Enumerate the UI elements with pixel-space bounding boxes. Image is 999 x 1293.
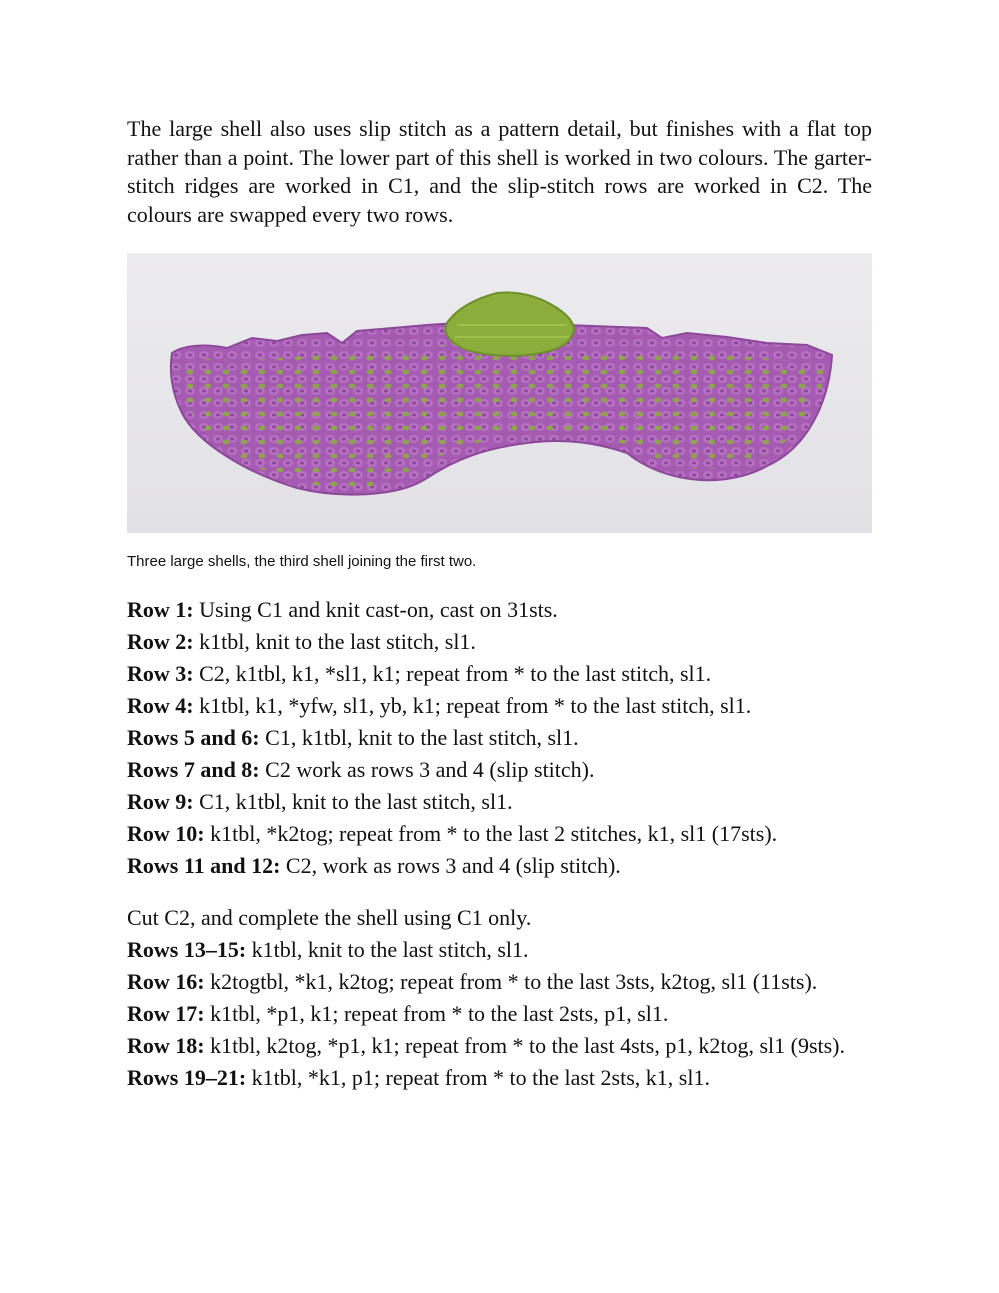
row-label: Row 3:	[127, 661, 194, 686]
row-text: k2togtbl, *k1, k2tog; repeat from * to the last 3sts, k2tog, sl1 (11sts).	[204, 969, 818, 994]
row-label: Rows 13–15:	[127, 937, 247, 962]
pattern-instructions	[127, 596, 872, 1096]
row-text: C1, k1tbl, knit to the last stitch, sl1.	[259, 725, 579, 750]
row-label: Rows 19–21:	[127, 1065, 247, 1090]
row-label: Row 4:	[127, 693, 194, 718]
row-text: k1tbl, k1, *yfw, sl1, yb, k1; repeat from * to the last stitch, sl1.	[193, 693, 752, 718]
row-text: k1tbl, k2tog, *p1, k1; repeat from * to the last 4sts, p1, k2tog, sl1 (9sts).	[204, 1033, 846, 1058]
row-instruction	[127, 968, 872, 996]
photo-caption: Three large shells, the third shell joining the first two.	[127, 553, 477, 570]
row-instruction	[127, 692, 872, 720]
row-text: C2, work as rows 3 and 4 (slip stitch).	[280, 853, 621, 878]
row-label: Row 18:	[127, 1033, 205, 1058]
row-text: C2 work as rows 3 and 4 (slip stitch).	[259, 757, 595, 782]
row-instruction	[127, 660, 872, 688]
row-instruction	[127, 1000, 872, 1028]
row-instruction	[127, 724, 872, 752]
intro-paragraph: The large shell also uses slip stitch as a pattern detail, but finishes with a flat top rather than a point. The lower part of this shell is worked in two colours. The garter-stitch ridges are worked in C1, and the slip-stitch rows are worked in C2. The colours are swapped every two rows.	[127, 116, 872, 227]
row-instruction	[127, 936, 872, 964]
row-label: Row 10:	[127, 821, 205, 846]
row-instruction	[127, 852, 872, 880]
row-instruction	[127, 756, 872, 784]
row-text: k1tbl, *k1, p1; repeat from * to the last 2sts, k1, sl1.	[246, 1065, 710, 1090]
row-label: Rows 11 and 12:	[127, 853, 281, 878]
row-label: Row 2:	[127, 629, 194, 654]
row-label: Row 9:	[127, 789, 194, 814]
row-label: Row 16:	[127, 969, 205, 994]
row-instruction	[127, 788, 872, 816]
row-label: Rows 5 and 6:	[127, 725, 260, 750]
row-text: C2, k1tbl, k1, *sl1, k1; repeat from * to the last stitch, sl1.	[193, 661, 712, 686]
shells-photo	[127, 253, 872, 533]
cut-note: Cut C2, and complete the shell using C1 only.	[127, 905, 532, 930]
section-gap	[127, 884, 872, 904]
row-text: k1tbl, knit to the last stitch, sl1.	[246, 937, 529, 962]
row-instruction	[127, 1064, 872, 1092]
row-instruction	[127, 628, 872, 656]
row-text: C1, k1tbl, knit to the last stitch, sl1.	[193, 789, 513, 814]
row-text: k1tbl, knit to the last stitch, sl1.	[193, 629, 476, 654]
row-instruction	[127, 820, 872, 848]
row-label: Rows 7 and 8:	[127, 757, 260, 782]
row-text: k1tbl, *p1, k1; repeat from * to the last 2sts, p1, sl1.	[204, 1001, 669, 1026]
knitted-shells-illustration	[127, 253, 872, 533]
row-label: Row 1:	[127, 597, 194, 622]
row-label: Row 17:	[127, 1001, 205, 1026]
row-instruction	[127, 596, 872, 624]
row-text: k1tbl, *k2tog; repeat from * to the last 2 stitches, k1, sl1 (17sts).	[204, 821, 778, 846]
row-instruction	[127, 1032, 872, 1060]
row-text: Using C1 and knit cast-on, cast on 31sts.	[193, 597, 558, 622]
